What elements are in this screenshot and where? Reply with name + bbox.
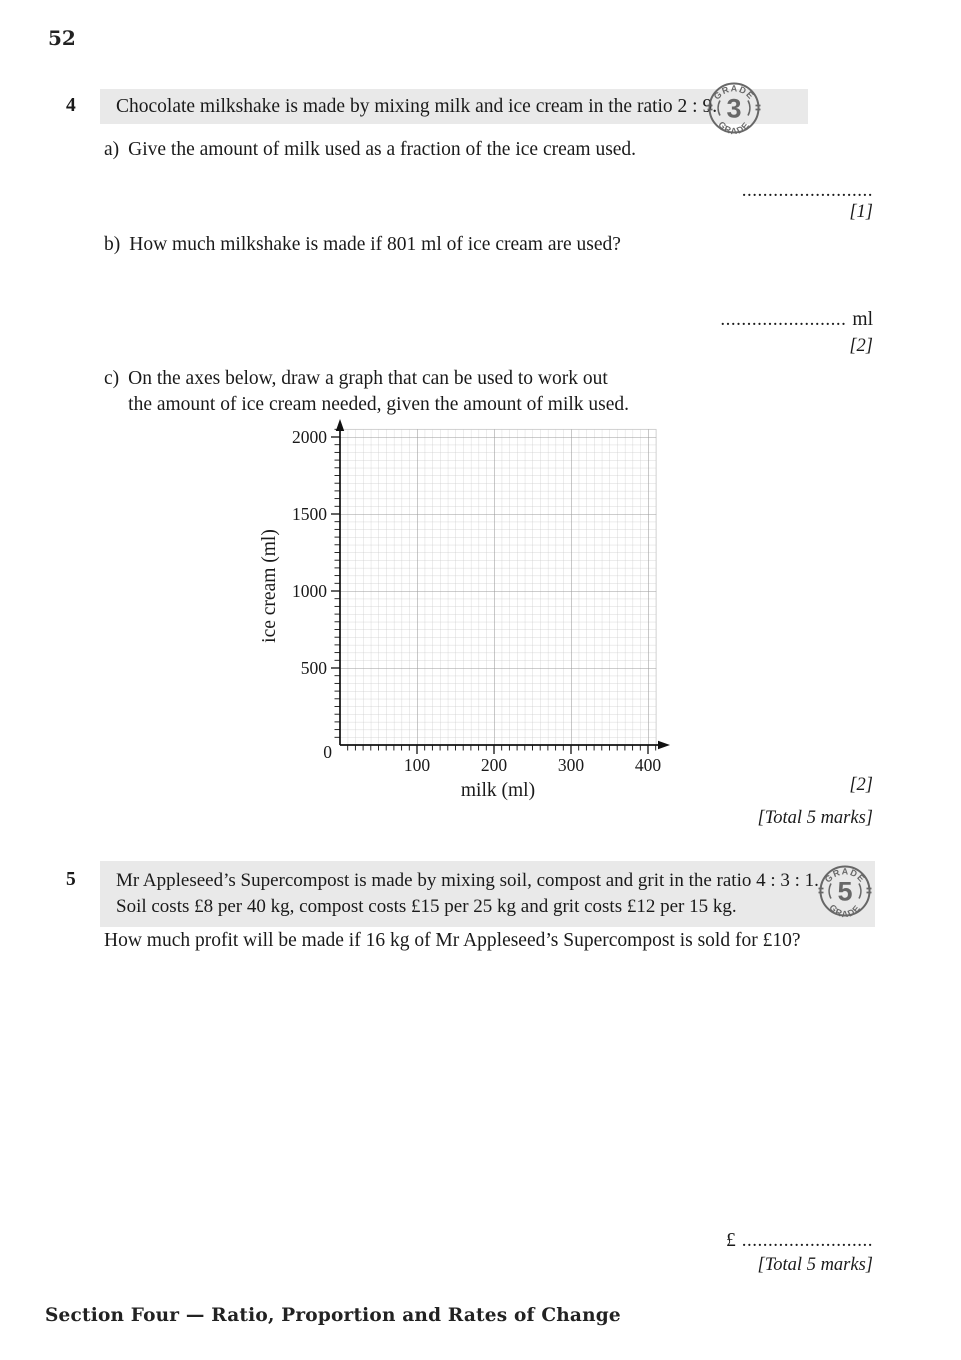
q5-question: How much profit will be made if 16 kg of Mr Appleseed’s Supercompost is sold for £10? xyxy=(104,930,801,951)
q4-part-c-line2: the amount of ice cream needed, given the amount of milk used. xyxy=(128,394,630,415)
q4-number: 4 xyxy=(66,95,76,116)
q4-part-a-text: Give the amount of milk used as a fraction of the ice cream used. xyxy=(128,139,637,160)
svg-text:0: 0 xyxy=(323,742,332,762)
q4-prompt-box xyxy=(100,89,808,124)
q4-part-a-label: a) xyxy=(104,139,120,160)
q5-answer xyxy=(726,1230,873,1252)
badge-inner-arc-right xyxy=(859,884,861,899)
svg-text:300: 300 xyxy=(557,755,585,775)
q5-prompt-line1: Mr Appleseed’s Supercompost is made by mixing soil, compost and grit in the ratio 4 : 3 : 1. xyxy=(116,870,819,891)
svg-text:200: 200 xyxy=(480,755,508,775)
q4-part-b-answer-unit: ml xyxy=(852,309,873,330)
q5-answer-line: ......................... xyxy=(741,1230,873,1251)
q5-prompt-line2: Soil costs £8 per 40 kg, compost costs £15 per 25 kg and grit costs £12 per 15 kg. xyxy=(116,896,737,917)
q4-part-a xyxy=(104,139,636,161)
q4-part-c-text xyxy=(128,368,629,416)
q4-part-b-label: b) xyxy=(104,234,121,255)
q4-part-a-answer-line: ......................... xyxy=(741,180,873,201)
svg-text:1000: 1000 xyxy=(292,581,327,601)
q4-part-b-answer-line: ........................ xyxy=(720,309,847,330)
q4-part-c-label: c) xyxy=(104,368,120,389)
grid-major xyxy=(340,429,656,745)
q4-grade-badge xyxy=(706,80,762,136)
badge-label-top: GRADE xyxy=(711,83,757,102)
badge-grade-value: 3 xyxy=(726,93,742,124)
q5-number: 5 xyxy=(66,869,76,890)
svg-text:500: 500 xyxy=(300,658,327,678)
svg-text:2000: 2000 xyxy=(292,427,327,447)
q4-part-b-answer xyxy=(720,309,873,331)
svg-text:400: 400 xyxy=(634,755,662,775)
svg-text:100: 100 xyxy=(403,755,431,775)
svg-text:1500: 1500 xyxy=(292,504,327,524)
q4-part-b-text: How much milkshake is made if 801 ml of ice cream are used? xyxy=(129,234,621,255)
q4-part-c-marks: [2] xyxy=(849,775,873,795)
y-axis-title: ice cream (ml) xyxy=(259,529,280,643)
q4-part-b xyxy=(104,234,621,256)
graph xyxy=(245,410,675,810)
badge-inner-arc-right xyxy=(748,101,750,116)
x-axis-arrow xyxy=(658,741,670,749)
q5-prompt-box xyxy=(100,861,875,927)
q4-part-a-marks: [1] xyxy=(849,202,873,222)
page-number: 52 xyxy=(48,26,76,50)
badge-inner-arc-left xyxy=(718,101,720,116)
badge-inner-arc-left xyxy=(829,884,831,899)
badge-label-bottom: GRADE xyxy=(716,119,752,136)
section-footer: Section Four — Ratio, Proportion and Rates of Change xyxy=(45,1305,621,1326)
badge-label-top: GRADE xyxy=(822,866,868,885)
q5-total-marks: [Total 5 marks] xyxy=(757,1255,873,1275)
q5-answer-prefix: £ xyxy=(726,1230,736,1251)
q4-part-c-line1: On the axes below, draw a graph that can be used to work out xyxy=(128,368,608,389)
q4-total-marks: [Total 5 marks] xyxy=(757,808,873,828)
q4-part-c xyxy=(104,368,629,416)
q4-part-b-marks: [2] xyxy=(849,336,873,356)
q5-grade-badge xyxy=(817,863,873,919)
q4-prompt-text: Chocolate milkshake is made by mixing milk and ice cream in the ratio 2 : 9. xyxy=(116,96,718,117)
x-axis-title: milk (ml) xyxy=(460,780,536,801)
badge-grade-value: 5 xyxy=(837,876,853,907)
badge-label-bottom: GRADE xyxy=(827,902,863,919)
